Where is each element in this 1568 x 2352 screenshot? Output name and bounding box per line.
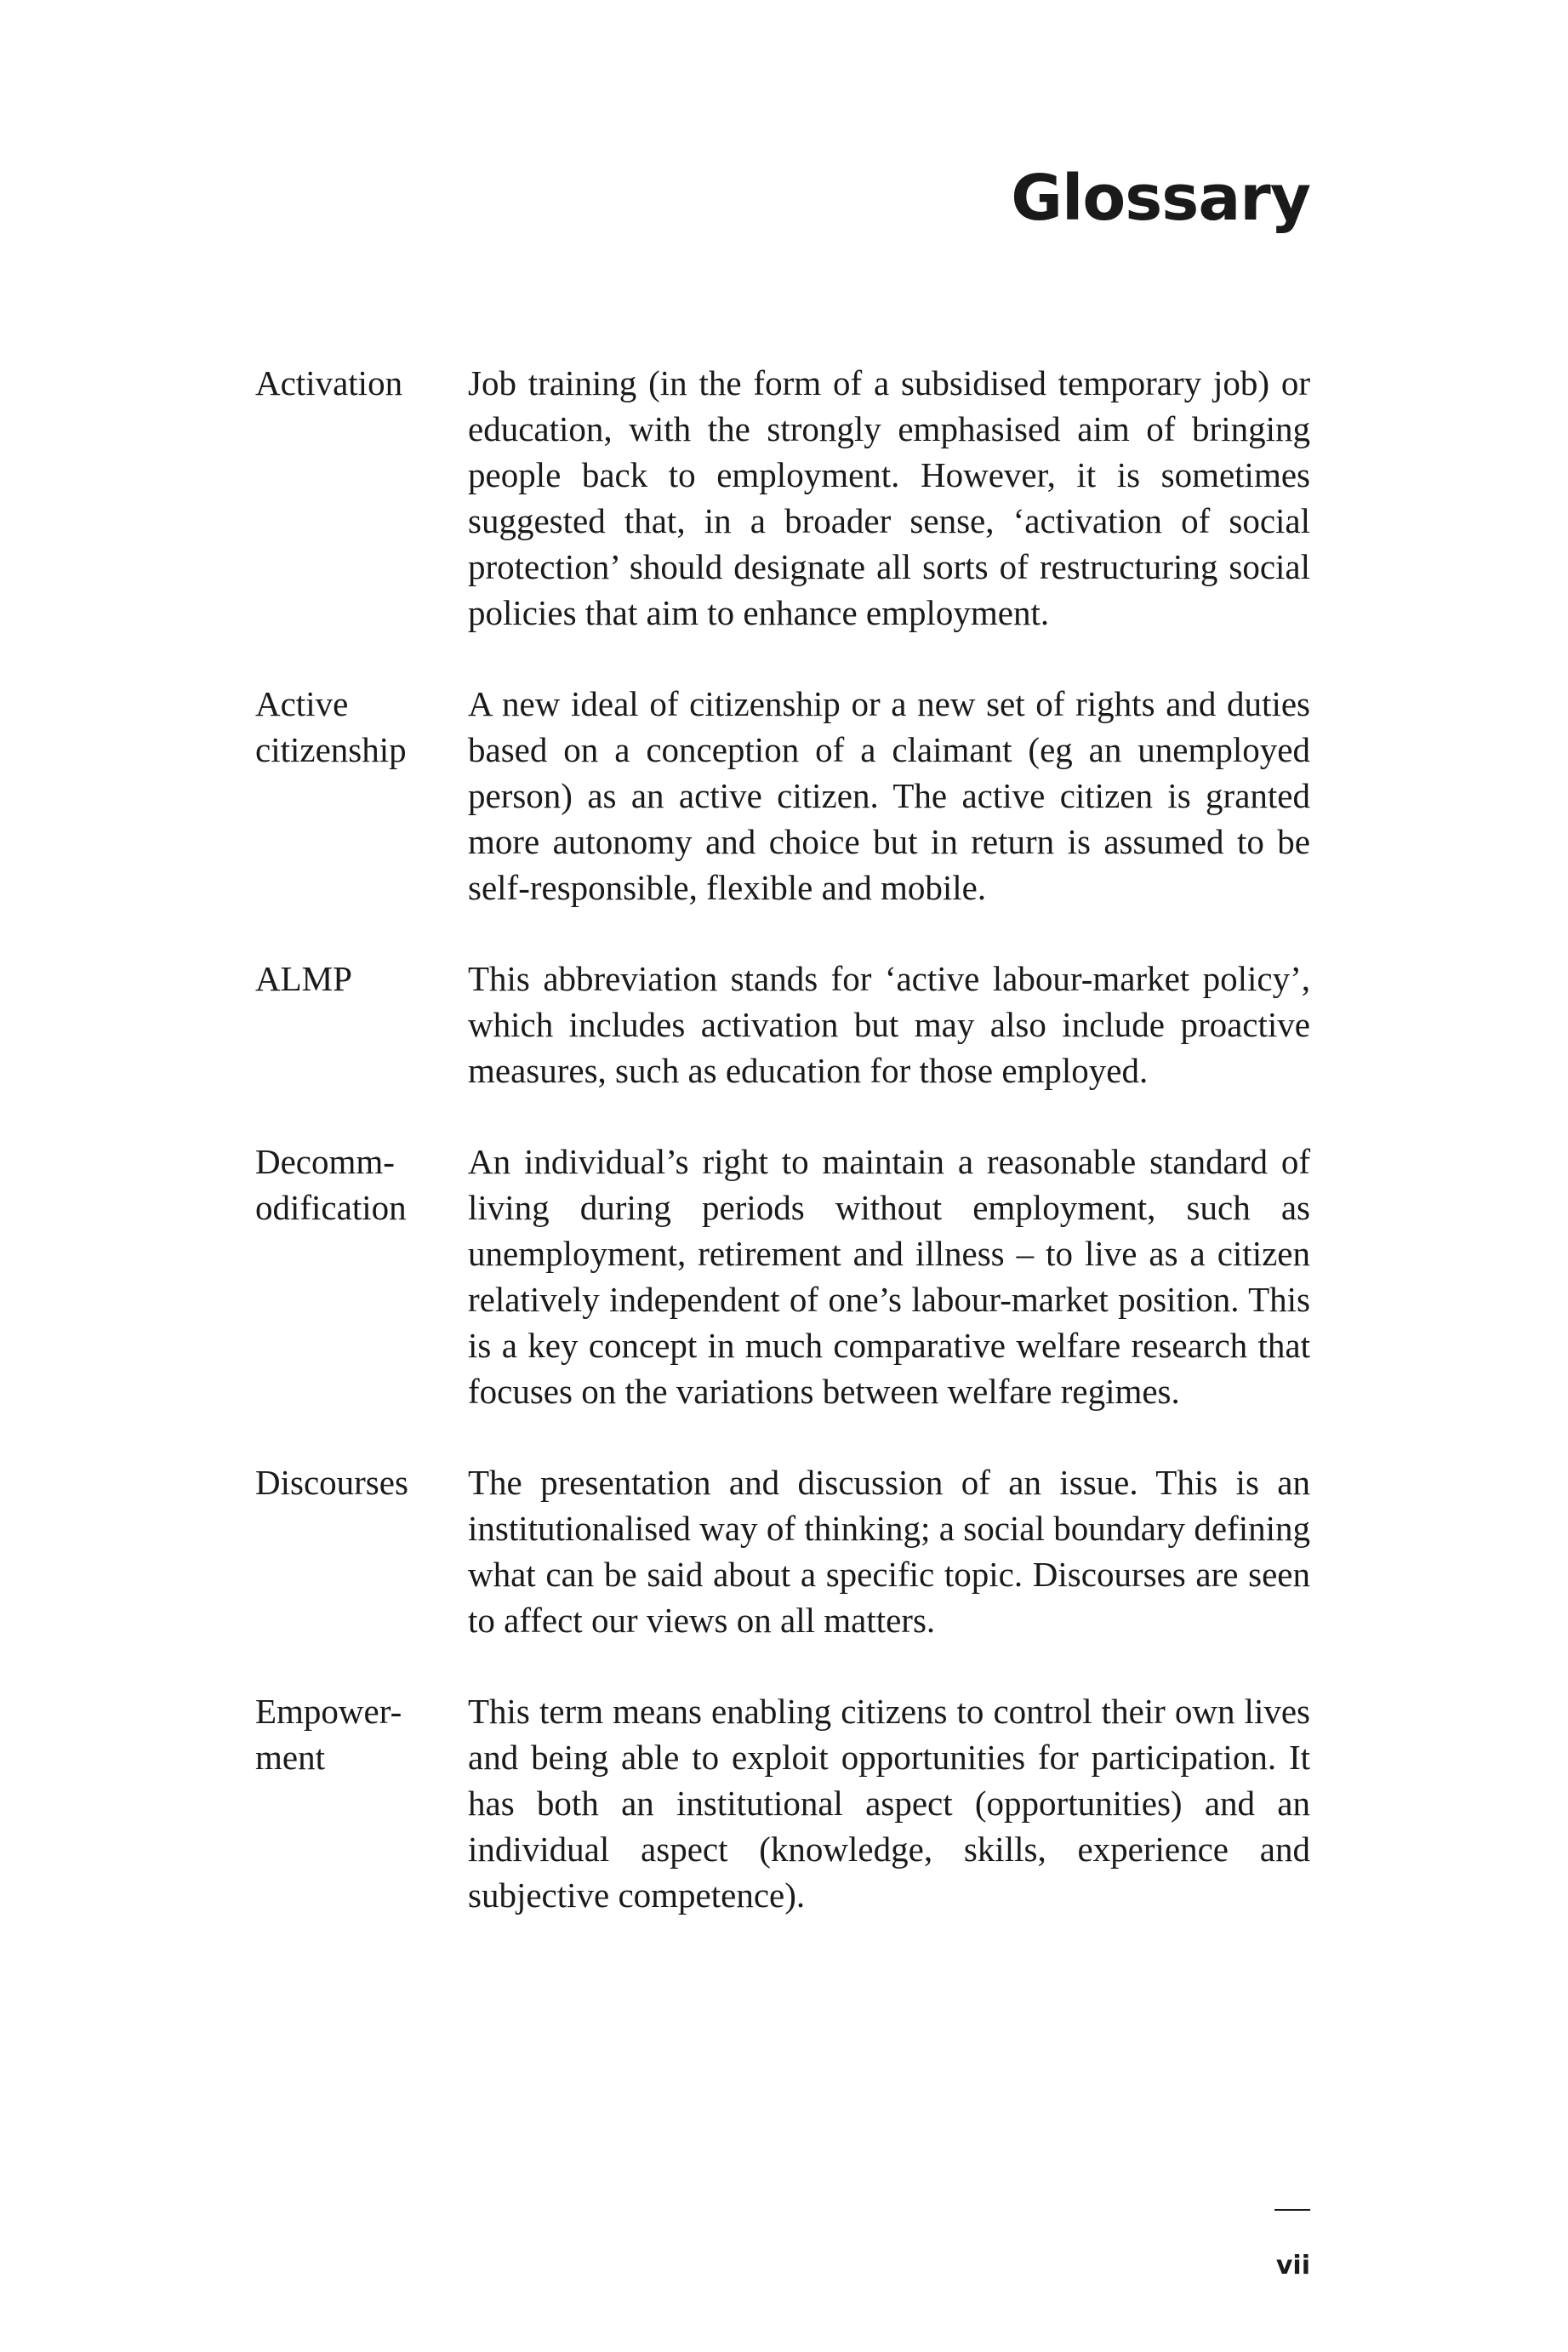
footer-rule bbox=[1274, 2209, 1310, 2211]
glossary-entry-active-citizenship bbox=[255, 681, 1310, 911]
glossary-definition: Job training (in the form of a subsidised temporary job) or education, with the strongly emphasised aim of bringing people back to employment. However, it is sometimes suggested that, in a broader sense, ‘activation of social protection’ should designate all sorts of restructuring social policies that aim to enhance employment. bbox=[468, 363, 1310, 632]
term-line: Activation bbox=[255, 363, 403, 402]
glossary-term bbox=[255, 1459, 451, 1505]
glossary-entry-decommodification bbox=[255, 1139, 1310, 1414]
term-line: ALMP bbox=[255, 959, 352, 998]
term-line: Decomm- bbox=[255, 1142, 395, 1181]
term-line: Active bbox=[255, 684, 349, 723]
glossary-entry-almp bbox=[255, 956, 1310, 1093]
glossary-entry-discourses bbox=[255, 1459, 1310, 1643]
glossary-entry-activation bbox=[255, 360, 1310, 636]
glossary-definition: This term means enabling citizens to control their own lives and being able to exploit opportunities for participation. It has both an institutional aspect (opportunities) and an individual aspect (knowledge, skills, experience and subjective competence). bbox=[468, 1692, 1310, 1915]
page-title: Glossary bbox=[1011, 162, 1310, 235]
glossary-term bbox=[255, 360, 451, 406]
glossary-term bbox=[255, 1139, 451, 1230]
glossary-definition: The presentation and discussion of an issue. This is an institutionalised way of thinking; a social boundary defining what can be said about a specific topic. Discourses are seen to affect our views on all matters. bbox=[468, 1463, 1310, 1640]
glossary-list bbox=[255, 360, 1310, 1918]
glossary-entry-empowerment bbox=[255, 1688, 1310, 1918]
term-line: citizenship bbox=[255, 730, 407, 769]
term-line: Empower- bbox=[255, 1692, 402, 1731]
glossary-term bbox=[255, 681, 451, 773]
glossary-definition: An individual’s right to maintain a reasonable standard of living during periods without employment, such as unemployment, retirement and illness – to live as a citizen relatively independent of one’s labour-market position. This is a key concept in much comparative welfare research that focuses on the variations between welfare regimes. bbox=[468, 1142, 1310, 1411]
page-number: vii bbox=[1275, 2251, 1310, 2281]
glossary-definition: A new ideal of citizenship or a new set of rights and duties based on a conception of a claimant (eg an unemployed person) as an active citizen. The active citizen is granted more autonomy and choice but in return is assumed to be self-responsible, flexible and mobile. bbox=[468, 684, 1310, 907]
glossary-definition: This abbreviation stands for ‘active labour-market policy’, which includes activation but may also include proactive measures, such as education for those employed. bbox=[468, 959, 1310, 1090]
term-line: Discourses bbox=[255, 1463, 408, 1502]
glossary-term bbox=[255, 1688, 451, 1780]
term-line: odification bbox=[255, 1188, 407, 1227]
glossary-term bbox=[255, 956, 451, 1002]
term-line: ment bbox=[255, 1738, 325, 1777]
